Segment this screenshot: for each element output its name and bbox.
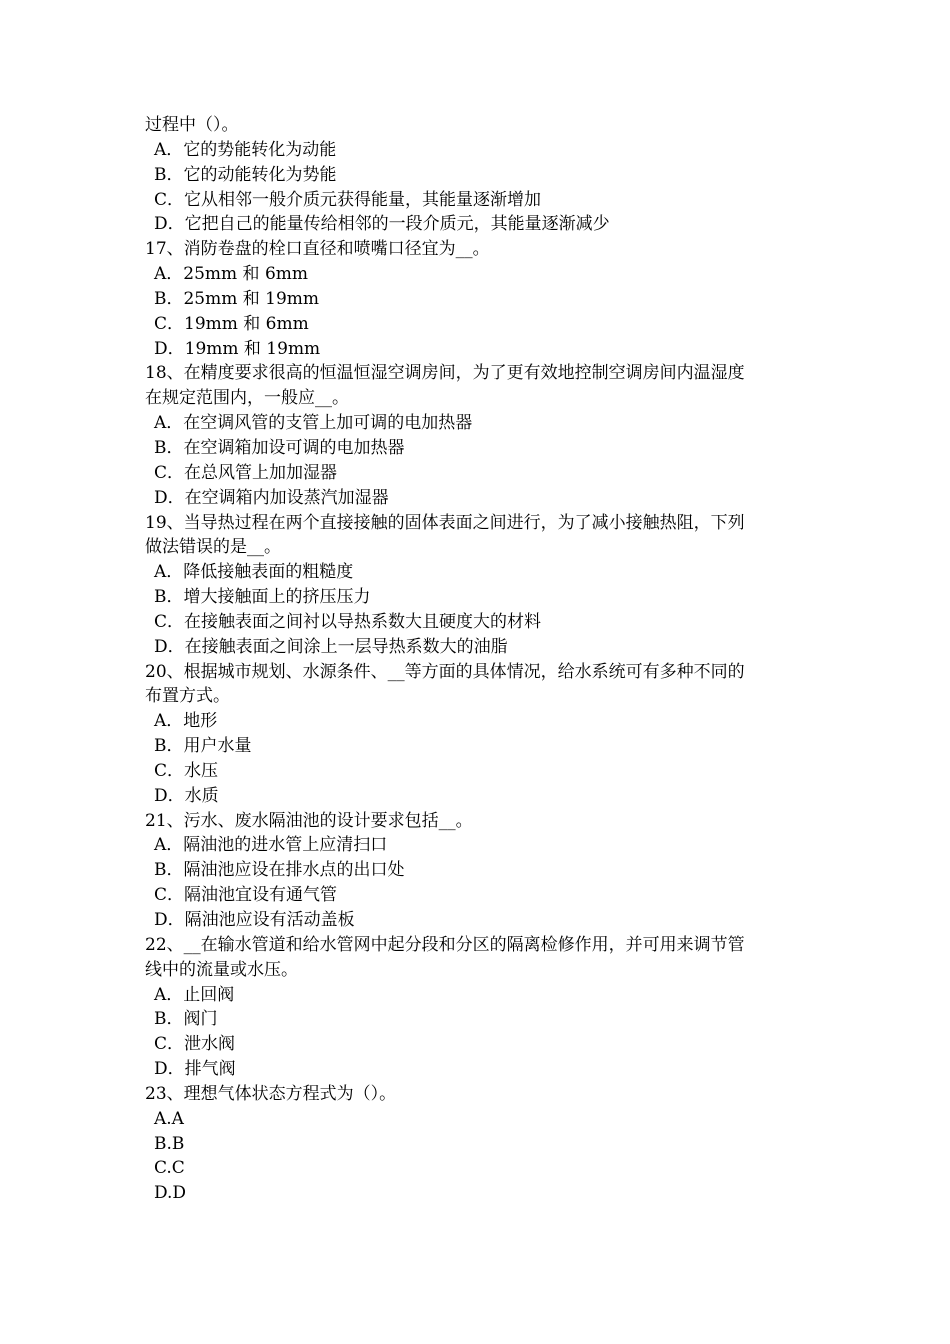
answer-option: B．增大接触面上的挤压压力 xyxy=(154,587,371,608)
answer-option: C．在接触表面之间衬以导热系数大且硬度大的材料 xyxy=(154,611,542,632)
answer-option: C．隔油池宜设有通气管 xyxy=(154,885,338,906)
answer-option: D．排气阀 xyxy=(154,1059,236,1080)
answer-option: C．水压 xyxy=(154,760,219,781)
answer-option: D．它把自己的能量传给相邻的一段介质元，其能量逐渐减少 xyxy=(154,214,610,235)
question-text-line: 线中的流量或水压。 xyxy=(145,959,298,980)
answer-option: B．在空调箱加设可调的电加热器 xyxy=(154,437,405,458)
question-text-line: 20、根据城市规划、水源条件、__等方面的具体情况，给水系统可有多种不同的 xyxy=(145,661,745,682)
answer-option: C.C xyxy=(154,1158,185,1179)
answer-option: C．泄水阀 xyxy=(154,1034,236,1055)
question-text-line: 布置方式。 xyxy=(145,686,230,707)
question-text-line: 过程中（）。 xyxy=(145,115,239,135)
answer-option: A．25mm 和 6mm xyxy=(154,264,309,285)
answer-option: B.B xyxy=(154,1133,185,1154)
answer-option: A．地形 xyxy=(154,711,218,732)
question-text-line: 22、__在输水管道和给水管网中起分段和分区的隔离检修作用，并可用来调节管 xyxy=(145,934,745,955)
answer-option: A．隔油池的进水管上应清扫口 xyxy=(154,835,388,856)
answer-option: D．水质 xyxy=(154,785,219,806)
question-text-line: 21、污水、废水隔油池的设计要求包括__。 xyxy=(145,810,473,831)
answer-option: A．在空调风管的支管上加可调的电加热器 xyxy=(154,413,473,434)
question-text-line: 19、当导热过程在两个直接接触的固体表面之间进行，为了减小接触热阻，下列 xyxy=(145,512,745,533)
answer-option: A．止回阀 xyxy=(154,984,235,1005)
answer-option: B．用户水量 xyxy=(154,736,252,757)
answer-option: B．隔油池应设在排水点的出口处 xyxy=(154,860,405,881)
answer-option: C．它从相邻一般介质元获得能量，其能量逐渐增加 xyxy=(154,189,542,210)
answer-option: D．在接触表面之间涂上一层导热系数大的油脂 xyxy=(154,636,508,657)
answer-option: C．在总风管上加加湿器 xyxy=(154,462,338,483)
answer-option: D．隔油池应设有活动盖板 xyxy=(154,910,355,930)
question-text-line: 18、在精度要求很高的恒温恒湿空调房间，为了更有效地控制空调房间内温湿度 xyxy=(145,363,745,384)
question-text-line: 23、理想气体状态方程式为（）。 xyxy=(145,1083,397,1104)
answer-option: A．降低接触表面的粗糙度 xyxy=(154,562,354,583)
question-list xyxy=(145,113,825,1206)
answer-option: D．在空调箱内加设蒸汽加湿器 xyxy=(154,487,389,508)
answer-option: B．25mm 和 19mm xyxy=(154,288,320,309)
answer-option: D．19mm 和 19mm xyxy=(154,338,321,359)
answer-option: C．19mm 和 6mm xyxy=(154,313,309,334)
question-text-line: 在规定范围内，一般应__。 xyxy=(145,388,349,409)
question-text-line: 做法错误的是__。 xyxy=(145,537,281,558)
question-text-line: 17、消防卷盘的栓口直径和喷嘴口径宜为__。 xyxy=(145,239,490,260)
answer-option: D.D xyxy=(154,1183,187,1204)
answer-option: A．它的势能转化为动能 xyxy=(154,139,337,160)
answer-option: B．阀门 xyxy=(154,1009,218,1030)
answer-option: B．它的动能转化为势能 xyxy=(154,164,337,185)
answer-option: A.A xyxy=(154,1108,184,1129)
